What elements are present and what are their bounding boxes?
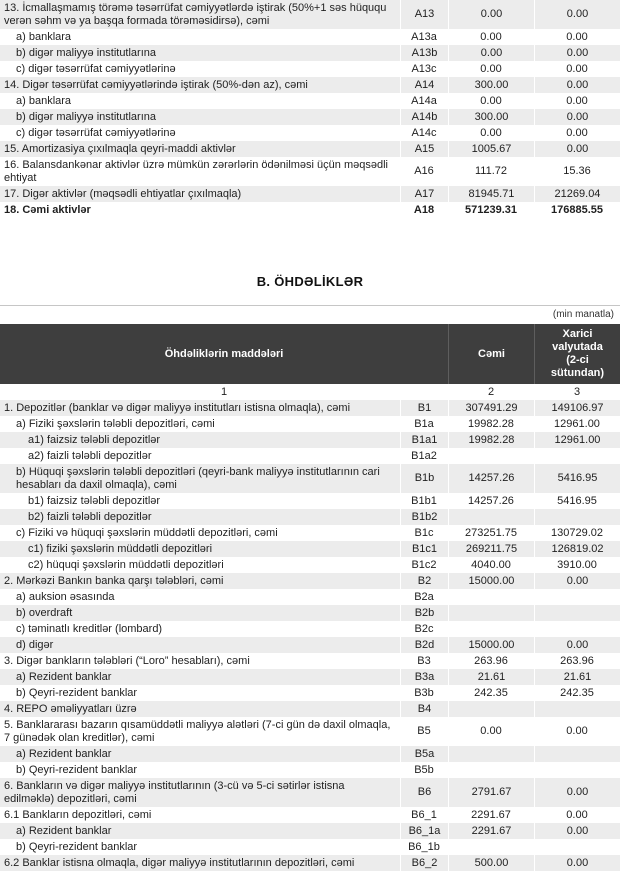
row-foreign-value: 3910.00 [557, 558, 597, 571]
row-total-value: 273251.75 [465, 526, 517, 539]
row-code: B5 [417, 725, 431, 737]
row-label: 6.1 Bankların depozitləri, cəmi [4, 808, 152, 821]
row-total-value: 81945.71 [448, 186, 534, 202]
row-label: a) banklara [16, 94, 72, 107]
table-row [0, 93, 620, 109]
row-label: b) digər maliyyə institutlarına [16, 110, 157, 123]
row-total-value: 2291.67 [448, 823, 534, 839]
row-total-value [448, 701, 534, 717]
row-foreign-value: 0.00 [534, 0, 620, 29]
row-label: a) auksion əsasında [16, 590, 115, 603]
row-label: c2) hüquqi şəxslərin müddətli depozitləri [28, 558, 224, 571]
row-code: B5b [414, 763, 434, 776]
row-code: B3 [417, 654, 431, 667]
row-foreign-value: 0.00 [566, 808, 588, 821]
row-label: 6.2 Banklar istisna olmaqla, digər maliyyə institutlarının depozitləri, cəmi [4, 856, 355, 869]
table-row [0, 416, 620, 432]
row-foreign-value: 21269.04 [534, 186, 620, 202]
row-label: a2) faizli tələbli depozitlər [28, 449, 152, 462]
row-total-value: 14257.26 [468, 494, 514, 507]
row-foreign-value [534, 605, 620, 621]
row-foreign-value: 0.00 [566, 30, 588, 43]
row-code: B1b [400, 464, 448, 493]
row-total-value: 263.96 [474, 654, 508, 667]
table-row [0, 589, 620, 605]
row-total-value: 307491.29 [448, 400, 534, 416]
table-row [0, 432, 620, 448]
row-code: B1a [414, 417, 434, 430]
row-foreign-value: 5416.95 [557, 494, 597, 507]
liabilities-section-title: B. ÖHDƏLİKLƏR [256, 274, 364, 289]
row-total-value: 21.61 [448, 669, 534, 685]
row-total-value: 0.00 [480, 30, 502, 43]
row-total-value: 0.00 [480, 126, 502, 139]
row-label: b) digər maliyyə institutlarına [16, 46, 157, 59]
row-code: B6_1 [411, 808, 437, 821]
row-total-value: 0.00 [480, 725, 502, 737]
table-row [0, 685, 620, 701]
table-row [0, 605, 620, 621]
row-code: B1b1 [411, 494, 437, 507]
row-total-value: 300.00 [448, 109, 534, 125]
row-code: B3a [400, 669, 448, 685]
row-label: 18. Cəmi aktivlər [4, 203, 91, 216]
row-label: 13. İcmallaşmamış törəmə təsərrüfat cəmiyyətlərdə iştirak (50%+1 səs hüququ verən səhm və ya başqa formada törəməsidirsə), cəmi [4, 1, 387, 27]
column-number-row [0, 384, 620, 400]
row-label: a1) faizsiz tələbli depozitlər [28, 433, 161, 446]
row-total-value: 0.00 [480, 62, 502, 75]
row-label: b) Hüquqi şəxslərin tələbli depozitləri (qeyri-bank maliyyə institutlarının cari hesabları da daxil olmaqla), cəmi [16, 465, 380, 491]
row-code: A15 [400, 141, 448, 157]
table-row [0, 61, 620, 77]
table-row [0, 541, 620, 557]
row-total-value: 4040.00 [471, 558, 511, 571]
row-code: A13c [411, 62, 437, 75]
unit-note-text: (min manatla) [552, 309, 614, 320]
row-code: B1c1 [400, 541, 448, 557]
table-row [0, 141, 620, 157]
row-foreign-value [534, 621, 620, 637]
row-code: B2b [400, 605, 448, 621]
row-code: B1a1 [400, 432, 448, 448]
table-row [0, 701, 620, 717]
row-total-value: 111.72 [474, 165, 507, 177]
table-row [0, 839, 620, 855]
row-total-value: 0.00 [448, 45, 534, 61]
row-label: 14. Digər təsərrüfat cəmiyyətlərində iştirak (50%-dən az), cəmi [4, 78, 308, 91]
row-code: B1b2 [400, 509, 448, 525]
row-label: c) digər təsərrüfat cəmiyyətlərinə [16, 126, 176, 139]
header-total-label: Cəmi [448, 324, 534, 384]
row-total-value [448, 621, 534, 637]
row-foreign-value: 130729.02 [551, 526, 603, 539]
row-foreign-value: 15.36 [563, 165, 591, 177]
table-row [0, 157, 620, 186]
row-code: B6 [400, 778, 448, 807]
table-row [0, 29, 620, 45]
table-row [0, 557, 620, 573]
row-label: b) Qeyri-rezident banklar [16, 686, 138, 699]
row-label: 4. REPO əməliyyatları üzrə [4, 702, 137, 715]
row-code: B4 [400, 701, 448, 717]
row-label: 17. Digər aktivlər (məqsədli ehtiyatlar çıxılmaqla) [4, 187, 242, 200]
row-label: c) digər təsərrüfat cəmiyyətlərinə [16, 62, 176, 75]
table-row [0, 621, 620, 637]
row-total-value: 14257.26 [448, 464, 534, 493]
row-total-value: 571239.31 [465, 203, 517, 216]
header-items-label: Öhdəliklərin maddələri [164, 348, 284, 360]
row-foreign-value: 0.00 [534, 45, 620, 61]
row-foreign-value: 0.00 [534, 855, 620, 871]
column-number-3: 3 [573, 386, 581, 398]
table-row [0, 109, 620, 125]
row-code: A16 [414, 165, 434, 177]
row-label: a) Rezident banklar [16, 670, 112, 683]
row-total-value: 242.35 [474, 686, 508, 699]
table-row [0, 400, 620, 416]
row-code: B2d [400, 637, 448, 653]
row-foreign-value: 0.00 [534, 823, 620, 839]
row-total-value: 0.00 [480, 94, 502, 107]
row-label: b2) faizli tələbli depozitlər [28, 510, 152, 523]
row-code: B2 [400, 573, 448, 589]
row-foreign-value: 0.00 [534, 637, 620, 653]
row-code: A13b [400, 45, 448, 61]
row-code: B6_1a [400, 823, 448, 839]
row-label: 15. Amortizasiya çıxılmaqla qeyri-maddi aktivlər [4, 142, 236, 155]
row-total-value: 15000.00 [448, 573, 534, 589]
row-code: B6_1b [408, 840, 440, 853]
row-total-value [448, 509, 534, 525]
liabilities-rows [0, 400, 620, 871]
table-row [0, 807, 620, 823]
row-total-value [448, 589, 534, 605]
table-row [0, 125, 620, 141]
row-foreign-value: 5416.95 [534, 464, 620, 493]
row-foreign-value: 0.00 [534, 141, 620, 157]
row-code: A14c [411, 126, 437, 139]
row-total-value: 19982.28 [448, 432, 534, 448]
row-label: c1) fiziki şəxslərin müddətli depozitləri [28, 542, 213, 555]
row-foreign-value: 12961.00 [554, 417, 600, 430]
table-row [0, 669, 620, 685]
table-row [0, 653, 620, 669]
row-code: B1c [414, 526, 434, 539]
row-total-value [448, 746, 534, 762]
row-foreign-value [534, 746, 620, 762]
row-foreign-value: 149106.97 [534, 400, 620, 416]
row-foreign-value: 0.00 [534, 778, 620, 807]
table-row [0, 493, 620, 509]
row-total-value: 269211.75 [448, 541, 534, 557]
row-label: b1) faizsiz tələbli depozitlər [28, 494, 161, 507]
row-code: B1 [400, 400, 448, 416]
row-total-value: 2791.67 [448, 778, 534, 807]
row-total-value: 0.00 [448, 0, 534, 29]
table-row [0, 202, 620, 218]
row-total-value [448, 839, 534, 855]
table-row [0, 746, 620, 762]
row-foreign-value: 242.35 [560, 686, 594, 699]
row-foreign-value: 0.00 [566, 94, 588, 107]
table-row [0, 0, 620, 29]
row-label: c) Fiziki və hüquqi şəxslərin müddətli depozitləri, cəmi [16, 526, 278, 539]
row-code: B6_2 [400, 855, 448, 871]
table-row [0, 464, 620, 493]
table-row [0, 186, 620, 202]
table-row [0, 448, 620, 464]
row-foreign-value [534, 839, 620, 855]
table-row [0, 77, 620, 93]
row-label: a) Rezident banklar [16, 824, 112, 837]
row-code: A14 [400, 77, 448, 93]
table-row [0, 855, 620, 871]
row-foreign-value: 21.61 [534, 669, 620, 685]
liabilities-table-body [0, 400, 620, 871]
row-foreign-value: 0.00 [534, 109, 620, 125]
row-total-value: 15000.00 [448, 637, 534, 653]
row-code: A13a [411, 30, 437, 43]
row-label: a) banklara [16, 30, 72, 43]
row-total-value: 2291.67 [471, 808, 511, 821]
row-total-value [448, 448, 534, 464]
row-code: A14a [411, 94, 437, 107]
table-row [0, 509, 620, 525]
row-foreign-value: 12961.00 [534, 432, 620, 448]
row-label: b) Qeyri-rezident banklar [16, 840, 138, 853]
row-label: 6. Bankların və digər maliyyə institutlarının (3-cü və 5-ci sətirlər istisna edilməklə) depozitləri, cəmi [4, 779, 345, 805]
row-foreign-value: 0.00 [566, 62, 588, 75]
row-total-value: 19982.28 [468, 417, 514, 430]
header-foreign-currency-label: Xarici valyutada (2-ci sütundan) [534, 324, 620, 384]
row-code: B2a [414, 590, 434, 603]
row-code: A13 [400, 0, 448, 29]
table-row [0, 637, 620, 653]
table-row [0, 762, 620, 778]
row-foreign-value: 0.00 [534, 77, 620, 93]
row-label: 2. Mərkəzi Bankın banka qarşı tələbləri, cəmi [4, 574, 224, 587]
row-foreign-value [534, 762, 620, 778]
table-row [0, 573, 620, 589]
row-foreign-value [534, 509, 620, 525]
column-number-2: 2 [487, 386, 495, 398]
liabilities-table-header [0, 324, 620, 384]
row-label: 3. Digər bankların tələbləri (“Loro” hesabları), cəmi [4, 654, 250, 667]
row-code: A14b [400, 109, 448, 125]
row-label: b) Qeyri-rezident banklar [16, 763, 138, 776]
row-total-value [448, 605, 534, 621]
row-label: b) overdraft [16, 606, 73, 619]
row-foreign-value: 0.00 [534, 573, 620, 589]
row-foreign-value [534, 589, 620, 605]
row-label: 1. Depozitlər (banklar və digər maliyyə institutları istisna olmaqla), cəmi [4, 401, 351, 414]
row-total-value: 500.00 [448, 855, 534, 871]
row-code: A17 [400, 186, 448, 202]
row-foreign-value: 126819.02 [534, 541, 620, 557]
row-label: 16. Balansdankənar aktivlər üzrə mümkün zərərlərin ödənilməsi üçün məqsədli ehtiyat [4, 158, 388, 184]
table-row [0, 525, 620, 541]
row-code: B1a2 [411, 449, 437, 462]
row-total-value [448, 762, 534, 778]
unit-note [0, 305, 620, 324]
row-label: d) digər [16, 638, 54, 651]
row-code: A18 [413, 203, 435, 216]
row-label: a) Rezident banklar [16, 747, 112, 760]
column-number-1: 1 [220, 386, 228, 398]
table-row [0, 45, 620, 61]
row-code: B3b [414, 686, 434, 699]
row-foreign-value [534, 701, 620, 717]
row-foreign-value [534, 448, 620, 464]
row-code: B5a [400, 746, 448, 762]
row-total-value: 300.00 [448, 77, 534, 93]
row-label: 5. Banklararası bazarın qısamüddətli maliyyə alətləri (7-ci gün də daxil olmaqla, 7 günədək olan kreditlər), cəmi [4, 718, 391, 744]
row-label: a) Fiziki şəxslərin tələbli depozitləri, cəmi [16, 417, 215, 430]
assets-table-continuation [0, 0, 620, 218]
table-row [0, 717, 620, 746]
table-row [0, 778, 620, 807]
row-code: B1c2 [411, 558, 437, 571]
table-row [0, 823, 620, 839]
row-label: c) təminatlı kreditlər (lombard) [16, 622, 163, 635]
row-total-value: 1005.67 [448, 141, 534, 157]
row-code: B2c [414, 622, 434, 635]
row-foreign-value: 0.00 [566, 126, 588, 139]
row-foreign-value: 176885.55 [551, 203, 603, 216]
row-foreign-value: 263.96 [560, 654, 594, 667]
assets-rows [0, 0, 620, 218]
row-foreign-value: 0.00 [566, 725, 588, 737]
